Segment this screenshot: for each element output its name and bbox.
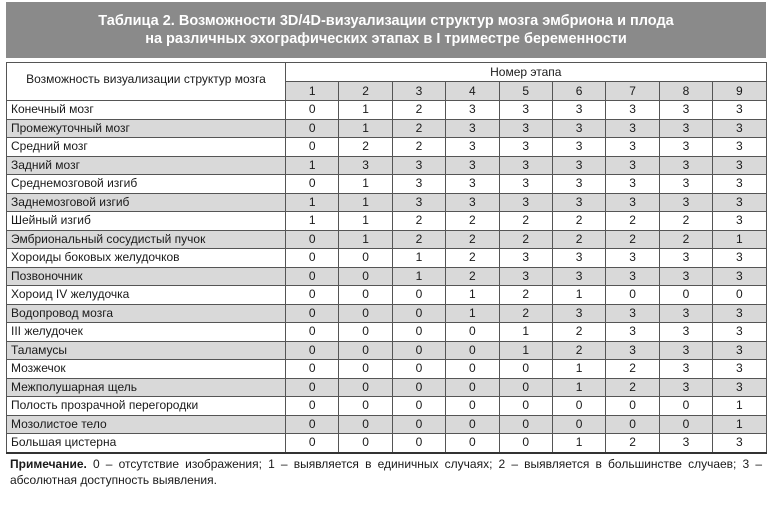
table-row [7, 193, 767, 212]
structure-label: Водопровод мозга [7, 304, 286, 323]
stage-value-cell: 1 [286, 212, 339, 231]
stage-value-cell: 3 [499, 138, 552, 157]
stage-value-cell: 2 [499, 230, 552, 249]
stage-value-cell: 3 [606, 249, 659, 268]
stage-value-cell: 0 [499, 378, 552, 397]
stage-value-cell: 0 [606, 415, 659, 434]
table-row [7, 286, 767, 305]
note-label: Примечание. [10, 457, 87, 471]
stage-value-cell: 3 [659, 101, 712, 120]
stage-value-cell: 3 [659, 267, 712, 286]
stage-value-cell: 3 [713, 434, 766, 453]
stage-value-cell: 0 [659, 286, 712, 305]
structure-label: Мозолистое тело [7, 415, 286, 434]
stage-value-cell: 3 [713, 175, 766, 194]
stage-value-cell: 1 [286, 156, 339, 175]
stage-value-cell: 2 [446, 212, 499, 231]
table-row [7, 304, 767, 323]
stage-value-cell: 0 [286, 415, 339, 434]
structure-label: Хороиды боковых желудочков [7, 249, 286, 268]
table-row [7, 397, 767, 416]
stage-value-cell: 3 [499, 101, 552, 120]
stage-value-cell: 0 [446, 378, 499, 397]
stage-value-cell: 0 [392, 304, 445, 323]
stage-value-cell: 1 [552, 286, 605, 305]
stage-value-cell: 2 [499, 286, 552, 305]
stage-value-cell: 3 [339, 156, 392, 175]
stage-value-cell: 0 [286, 323, 339, 342]
stage-value-cell: 3 [606, 156, 659, 175]
stage-value-cell: 3 [659, 323, 712, 342]
stage-value-cell: 0 [392, 378, 445, 397]
stage-value-cell: 0 [446, 360, 499, 379]
table-title-line-2: на различных эхографических этапах в I триместре беременности [145, 31, 627, 47]
stage-value-cell: 3 [446, 156, 499, 175]
table-row [7, 267, 767, 286]
table-title [6, 2, 766, 58]
stage-value-cell: 3 [606, 193, 659, 212]
table-row [7, 341, 767, 360]
stage-number-6: 6 [552, 82, 605, 101]
stage-value-cell: 0 [446, 397, 499, 416]
structure-label: Полость прозрачной перегородки [7, 397, 286, 416]
stage-value-cell: 0 [606, 286, 659, 305]
stage-value-cell: 3 [499, 156, 552, 175]
stage-value-cell: 1 [339, 212, 392, 231]
stage-value-cell: 3 [499, 267, 552, 286]
table-row [7, 119, 767, 138]
stage-value-cell: 0 [392, 341, 445, 360]
stage-value-cell: 1 [392, 249, 445, 268]
stage-value-cell: 3 [659, 434, 712, 453]
stage-value-cell: 3 [659, 360, 712, 379]
stage-value-cell: 0 [339, 286, 392, 305]
stage-value-cell: 3 [713, 360, 766, 379]
stage-value-cell: 2 [552, 341, 605, 360]
stage-value-cell: 0 [499, 397, 552, 416]
stage-group-header: Номер этапа [286, 63, 767, 82]
structure-label: Задний мозг [7, 156, 286, 175]
stage-number-8: 8 [659, 82, 712, 101]
stage-value-cell: 0 [606, 397, 659, 416]
stage-value-cell: 0 [286, 230, 339, 249]
table-row [7, 434, 767, 453]
stage-value-cell: 0 [286, 360, 339, 379]
stage-value-cell: 3 [659, 341, 712, 360]
stage-value-cell: 3 [606, 101, 659, 120]
stage-number-2: 2 [339, 82, 392, 101]
structure-label: Среднемозговой изгиб [7, 175, 286, 194]
stage-number-5: 5 [499, 82, 552, 101]
stage-value-cell: 3 [392, 193, 445, 212]
stage-value-cell: 0 [339, 397, 392, 416]
stage-value-cell: 0 [552, 415, 605, 434]
structure-label: Хороид IV желудочка [7, 286, 286, 305]
stage-value-cell: 3 [552, 119, 605, 138]
stage-value-cell: 3 [659, 119, 712, 138]
stage-value-cell: 3 [552, 304, 605, 323]
stage-value-cell: 3 [713, 119, 766, 138]
stage-value-cell: 0 [659, 397, 712, 416]
stage-value-cell: 0 [339, 341, 392, 360]
table-row [7, 249, 767, 268]
stage-value-cell: 2 [499, 212, 552, 231]
stage-value-cell: 3 [659, 378, 712, 397]
stage-value-cell: 3 [606, 175, 659, 194]
stage-value-cell: 3 [606, 119, 659, 138]
stage-value-cell: 0 [286, 267, 339, 286]
table-row [7, 138, 767, 157]
stage-value-cell: 2 [446, 267, 499, 286]
table-title-line-1: Таблица 2. Возможности 3D/4D-визуализации структур мозга эмбриона и плода [98, 13, 674, 29]
stage-value-cell: 3 [606, 304, 659, 323]
stage-value-cell: 0 [286, 286, 339, 305]
stage-value-cell: 0 [713, 286, 766, 305]
stage-value-cell: 3 [499, 175, 552, 194]
stage-value-cell: 0 [286, 138, 339, 157]
stage-value-cell: 3 [552, 101, 605, 120]
stage-value-cell: 1 [286, 193, 339, 212]
table-row [7, 415, 767, 434]
stage-value-cell: 2 [446, 230, 499, 249]
stage-value-cell: 0 [446, 323, 499, 342]
stage-value-cell: 1 [713, 230, 766, 249]
structure-label: Межполушарная щель [7, 378, 286, 397]
structure-label: Таламусы [7, 341, 286, 360]
stage-number-3: 3 [392, 82, 445, 101]
stage-value-cell: 0 [339, 415, 392, 434]
stage-value-cell: 3 [659, 193, 712, 212]
stage-value-cell: 3 [552, 267, 605, 286]
stage-value-cell: 3 [713, 101, 766, 120]
stage-value-cell: 0 [286, 249, 339, 268]
table-body [7, 101, 767, 453]
stage-value-cell: 3 [552, 193, 605, 212]
stage-value-cell: 2 [392, 101, 445, 120]
stage-value-cell: 0 [552, 397, 605, 416]
stage-value-cell: 3 [659, 249, 712, 268]
stage-value-cell: 3 [713, 378, 766, 397]
stage-value-cell: 0 [339, 267, 392, 286]
stage-value-cell: 0 [446, 341, 499, 360]
stage-value-cell: 0 [392, 323, 445, 342]
stage-value-cell: 3 [713, 212, 766, 231]
stage-value-cell: 3 [499, 119, 552, 138]
stage-value-cell: 0 [499, 434, 552, 453]
stage-value-cell: 2 [392, 230, 445, 249]
stage-value-cell: 3 [713, 138, 766, 157]
structure-label: Промежуточный мозг [7, 119, 286, 138]
stage-value-cell: 2 [659, 230, 712, 249]
stage-value-cell: 2 [392, 212, 445, 231]
stage-value-cell: 0 [339, 304, 392, 323]
stage-value-cell: 3 [659, 156, 712, 175]
stage-value-cell: 1 [713, 397, 766, 416]
stage-value-cell: 1 [499, 341, 552, 360]
stage-value-cell: 2 [606, 434, 659, 453]
stage-value-cell: 0 [286, 397, 339, 416]
stage-value-cell: 0 [286, 378, 339, 397]
stage-value-cell: 1 [339, 175, 392, 194]
structure-label: III желудочек [7, 323, 286, 342]
stage-value-cell: 3 [713, 156, 766, 175]
stage-value-cell: 3 [659, 304, 712, 323]
stage-value-cell: 2 [552, 323, 605, 342]
structure-label: Мозжечок [7, 360, 286, 379]
stage-value-cell: 1 [446, 304, 499, 323]
stage-value-cell: 3 [552, 156, 605, 175]
stage-value-cell: 3 [606, 341, 659, 360]
stage-number-4: 4 [446, 82, 499, 101]
stage-value-cell: 2 [552, 212, 605, 231]
stage-value-cell: 2 [446, 249, 499, 268]
stage-value-cell: 1 [552, 434, 605, 453]
stage-value-cell: 3 [446, 175, 499, 194]
stage-value-cell: 0 [499, 415, 552, 434]
stage-value-cell: 3 [552, 249, 605, 268]
stage-value-cell: 0 [286, 434, 339, 453]
stage-value-cell: 3 [606, 138, 659, 157]
stage-value-cell: 0 [286, 341, 339, 360]
stage-value-cell: 1 [339, 119, 392, 138]
table-row [7, 323, 767, 342]
stage-value-cell: 2 [606, 360, 659, 379]
stage-value-cell: 1 [392, 267, 445, 286]
stage-value-cell: 0 [392, 360, 445, 379]
stage-number-1: 1 [286, 82, 339, 101]
visualization-table [6, 62, 767, 454]
structure-label: Заднемозговой изгиб [7, 193, 286, 212]
note-text: 0 – отсутствие изображения; 1 – выявляется в единичных случаях; 2 – выявляется в большинстве случаев; 3 – абсолютная доступность выявления. [10, 457, 762, 487]
stage-number-7: 7 [606, 82, 659, 101]
stage-value-cell: 0 [446, 434, 499, 453]
stage-value-cell: 2 [606, 212, 659, 231]
table-note [10, 456, 762, 488]
stage-value-cell: 3 [659, 138, 712, 157]
stage-value-cell: 0 [446, 415, 499, 434]
structure-label: Позвоночник [7, 267, 286, 286]
stage-value-cell: 0 [286, 304, 339, 323]
stage-value-cell: 2 [606, 378, 659, 397]
stage-value-cell: 3 [713, 341, 766, 360]
structure-label: Конечный мозг [7, 101, 286, 120]
stage-value-cell: 1 [499, 323, 552, 342]
stage-value-cell: 3 [713, 323, 766, 342]
stage-value-cell: 1 [446, 286, 499, 305]
table-row [7, 378, 767, 397]
stage-value-cell: 2 [552, 230, 605, 249]
stage-value-cell: 3 [392, 175, 445, 194]
stage-value-cell: 3 [713, 193, 766, 212]
structure-label: Средний мозг [7, 138, 286, 157]
stage-value-cell: 1 [339, 193, 392, 212]
table-row [7, 156, 767, 175]
table-row [7, 230, 767, 249]
table-row [7, 212, 767, 231]
stage-number-9: 9 [713, 82, 766, 101]
stage-value-cell: 3 [446, 119, 499, 138]
stage-value-cell: 3 [606, 267, 659, 286]
stage-value-cell: 2 [339, 138, 392, 157]
stage-value-cell: 1 [552, 378, 605, 397]
stage-value-cell: 2 [659, 212, 712, 231]
stage-value-cell: 0 [339, 434, 392, 453]
stage-value-cell: 3 [552, 175, 605, 194]
stage-value-cell: 0 [339, 360, 392, 379]
stage-value-cell: 0 [339, 249, 392, 268]
stage-value-cell: 3 [499, 249, 552, 268]
stage-value-cell: 1 [552, 360, 605, 379]
stage-value-cell: 0 [392, 415, 445, 434]
stage-value-cell: 3 [659, 175, 712, 194]
structure-label: Шейный изгиб [7, 212, 286, 231]
stage-value-cell: 3 [392, 156, 445, 175]
stage-value-cell: 2 [392, 138, 445, 157]
stage-value-cell: 3 [446, 138, 499, 157]
stage-value-cell: 0 [499, 360, 552, 379]
table-row [7, 175, 767, 194]
stage-value-cell: 2 [392, 119, 445, 138]
structure-label: Эмбриональный сосудистый пучок [7, 230, 286, 249]
stage-value-cell: 3 [499, 193, 552, 212]
stage-value-cell: 3 [606, 323, 659, 342]
stage-value-cell: 0 [392, 286, 445, 305]
table-row [7, 101, 767, 120]
stage-value-cell: 1 [339, 230, 392, 249]
stage-value-cell: 3 [713, 304, 766, 323]
stage-value-cell: 0 [392, 397, 445, 416]
stage-value-cell: 2 [606, 230, 659, 249]
table-row [7, 360, 767, 379]
stage-value-cell: 3 [713, 249, 766, 268]
stage-value-cell: 0 [286, 175, 339, 194]
stage-value-cell: 3 [446, 193, 499, 212]
stage-value-cell: 0 [286, 101, 339, 120]
stage-value-cell: 0 [286, 119, 339, 138]
stage-value-cell: 0 [339, 323, 392, 342]
stage-value-cell: 0 [659, 415, 712, 434]
stage-value-cell: 0 [392, 434, 445, 453]
row-header: Возможность визуализации структур мозга [7, 63, 286, 101]
stage-value-cell: 0 [339, 378, 392, 397]
structure-label: Большая цистерна [7, 434, 286, 453]
stage-value-cell: 3 [713, 267, 766, 286]
stage-value-cell: 1 [713, 415, 766, 434]
stage-value-cell: 1 [339, 101, 392, 120]
stage-value-cell: 2 [499, 304, 552, 323]
stage-value-cell: 3 [446, 101, 499, 120]
stage-value-cell: 3 [552, 138, 605, 157]
